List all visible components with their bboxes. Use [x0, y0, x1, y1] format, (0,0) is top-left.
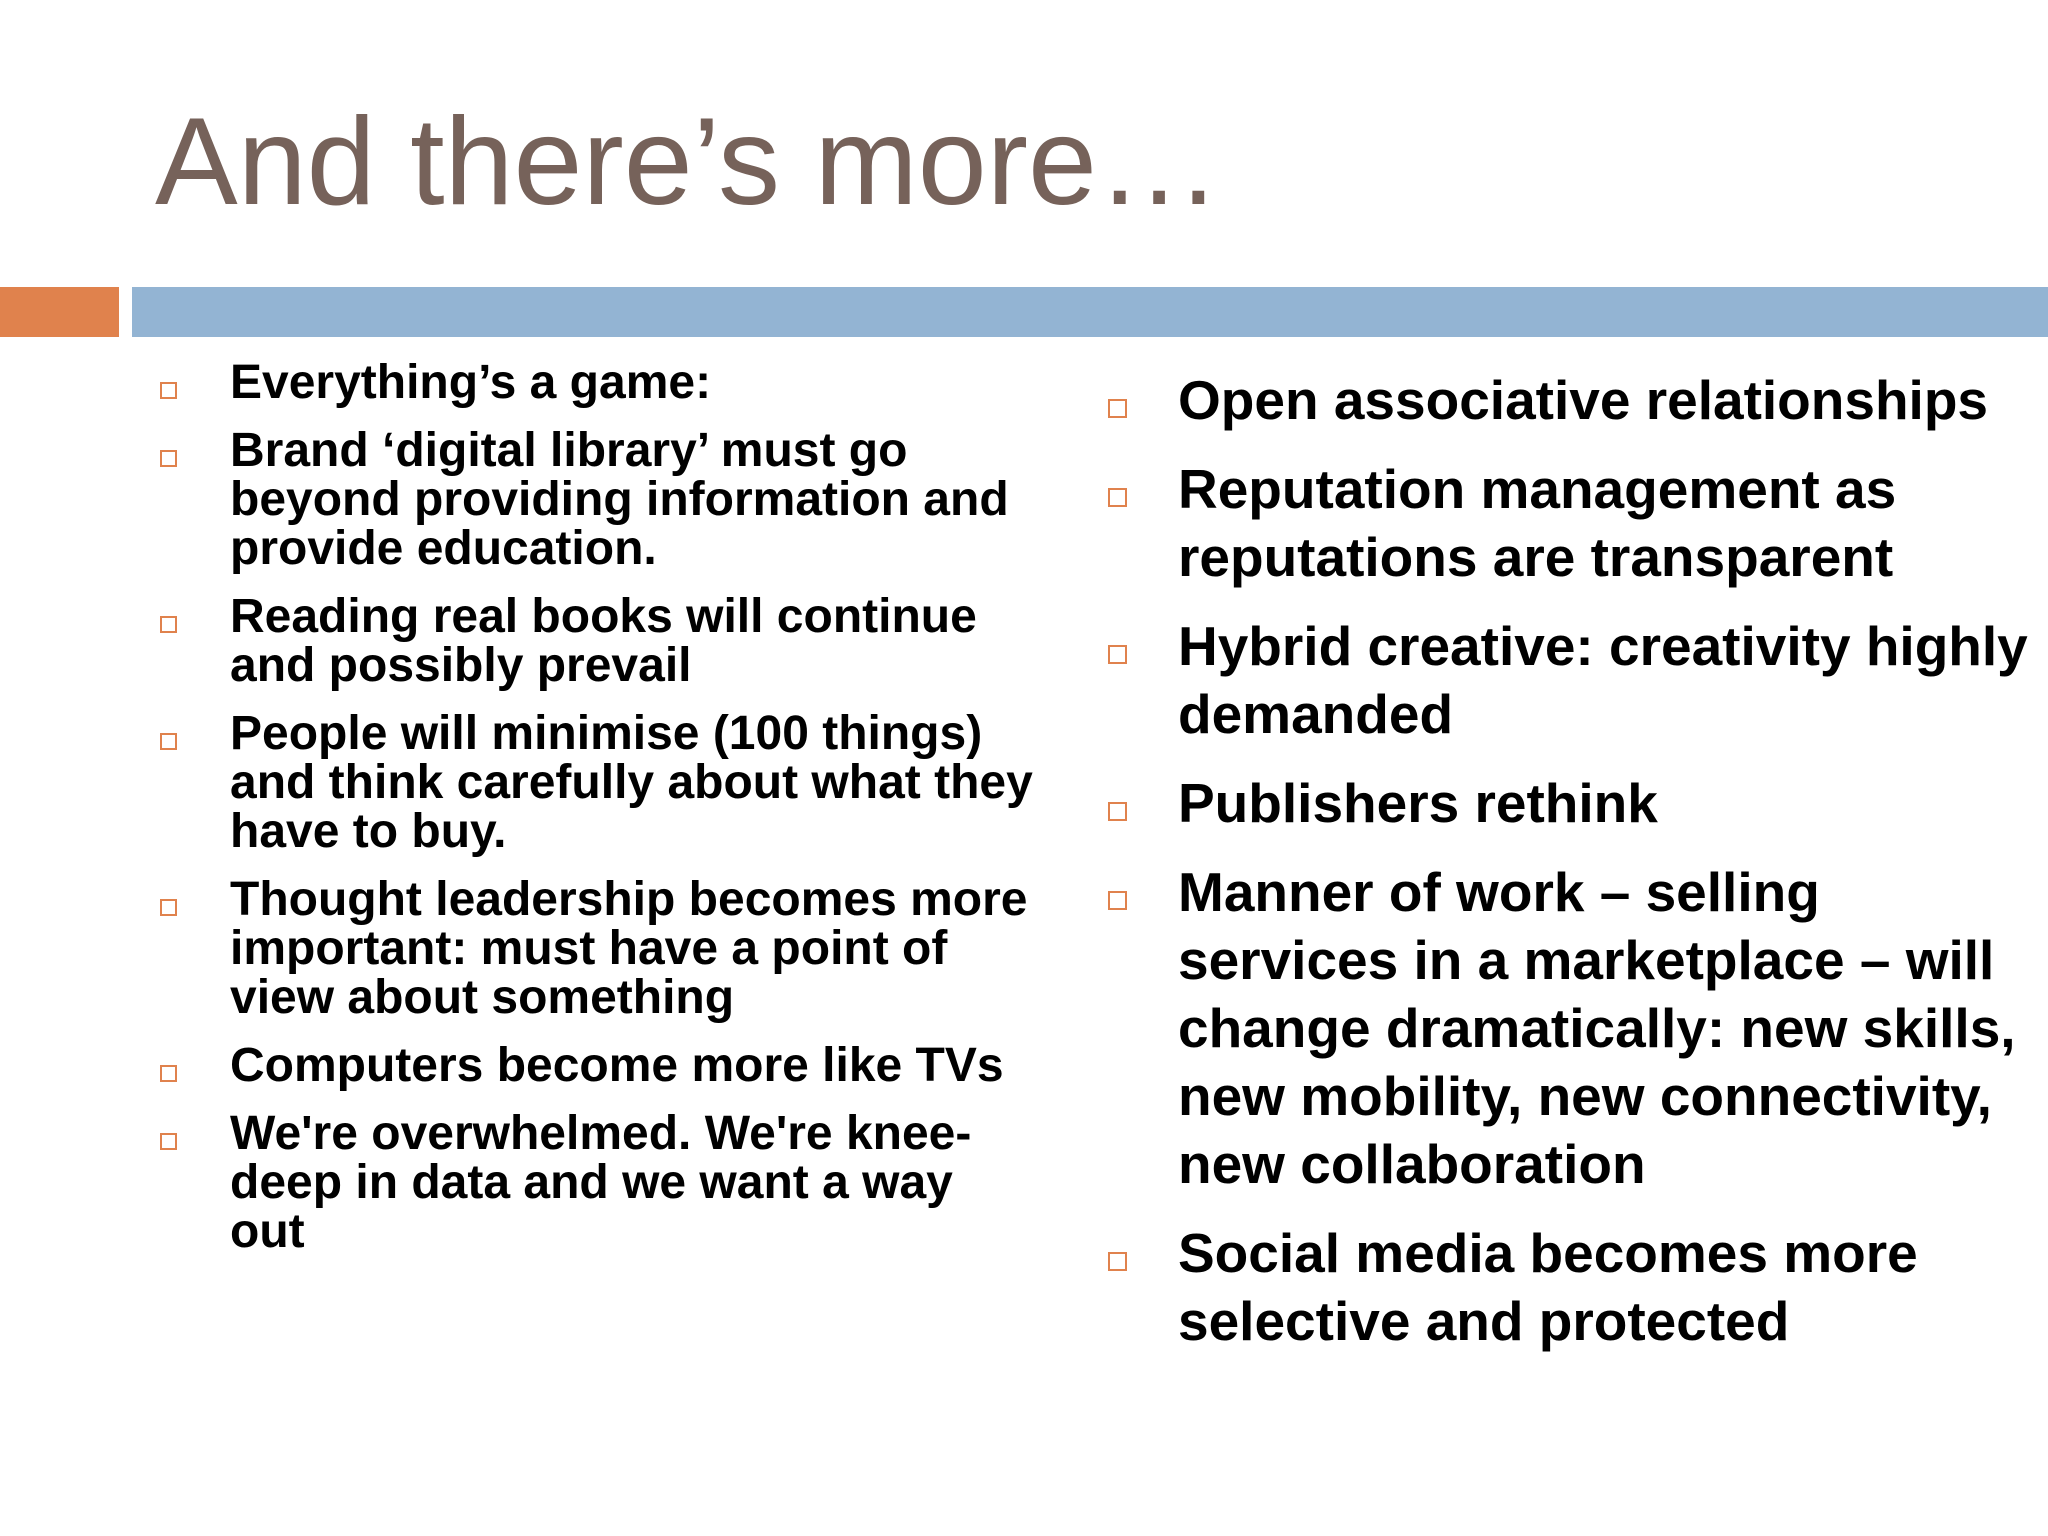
- hollow-square-icon: [1108, 488, 1127, 507]
- hollow-square-icon: [1108, 399, 1127, 418]
- hollow-square-icon: [160, 616, 177, 633]
- list-item: [160, 358, 1040, 407]
- list-item: [160, 426, 1040, 573]
- hollow-square-icon: [160, 1065, 177, 1082]
- list-item: [160, 875, 1040, 1022]
- blue-header-bar: [132, 287, 2048, 337]
- list-item-text: Publishers rethink: [1178, 772, 1658, 834]
- list-item-text: Social media becomes more selective and protected: [1178, 1222, 1918, 1352]
- list-item-text: People will minimise (100 things) and think carefully about what they have to buy.: [230, 707, 1033, 858]
- list-item: [1108, 455, 2038, 591]
- orange-accent-bar: [0, 287, 119, 337]
- list-item-text: Thought leadership becomes more important: must have a point of view about something: [230, 873, 1028, 1024]
- hollow-square-icon: [160, 733, 177, 750]
- list-item-text: Brand ‘digital library’ must go beyond providing information and provide education.: [230, 424, 1009, 575]
- list-item: [160, 592, 1040, 690]
- list-item: [160, 709, 1040, 856]
- list-item-text: Everything’s a game:: [230, 356, 712, 409]
- hollow-square-icon: [1108, 1252, 1127, 1271]
- list-item-text: Reputation management as reputations are transparent: [1178, 458, 1897, 588]
- slide-title: And there’s more…: [155, 93, 1221, 231]
- list-item-text: Computers become more like TVs: [230, 1039, 1004, 1092]
- list-item: [1108, 1219, 2038, 1355]
- list-item-text: Reading real books will continue and possibly prevail: [230, 590, 977, 692]
- hollow-square-icon: [160, 899, 177, 916]
- list-item: [160, 1109, 1040, 1256]
- list-item-text: We're overwhelmed. We're knee-deep in data and we want a way out: [230, 1107, 972, 1258]
- list-item: [1108, 612, 2038, 748]
- list-item: [160, 1041, 1040, 1090]
- list-item: [1108, 769, 2038, 837]
- left-bullet-list: [160, 358, 1040, 1275]
- list-item: [1108, 858, 2038, 1198]
- hollow-square-icon: [1108, 891, 1127, 910]
- hollow-square-icon: [1108, 802, 1127, 821]
- right-bullet-list: [1108, 366, 2038, 1376]
- hollow-square-icon: [1108, 645, 1127, 664]
- list-item: [1108, 366, 2038, 434]
- list-item-text: Open associative relationships: [1178, 369, 1989, 431]
- hollow-square-icon: [160, 450, 177, 467]
- hollow-square-icon: [160, 1133, 177, 1150]
- list-item-text: Hybrid creative: creativity highly demanded: [1178, 615, 2028, 745]
- hollow-square-icon: [160, 382, 177, 399]
- list-item-text: Manner of work – selling services in a marketplace – will change dramatically: new skills, new mobility, new connectivity, new collaboration: [1178, 861, 2016, 1195]
